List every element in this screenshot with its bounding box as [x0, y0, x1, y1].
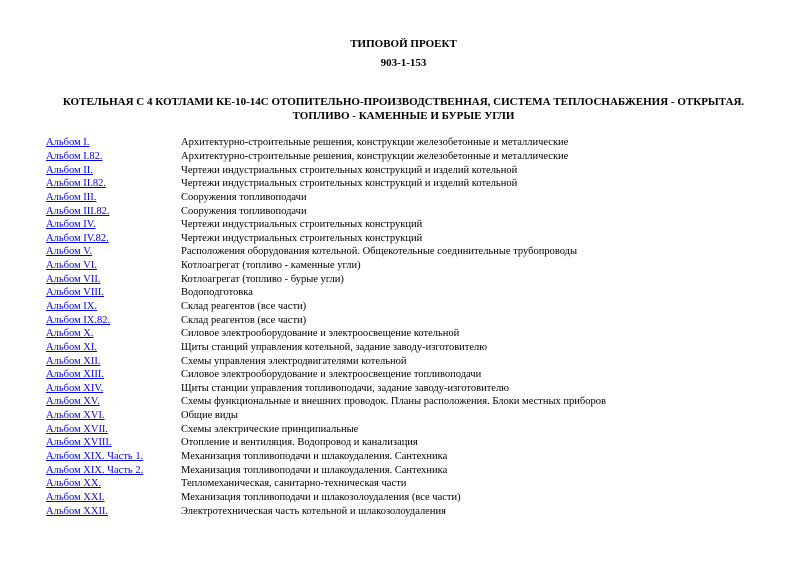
- album-description: Силовое электрооборудование и электроосвещение котельной: [181, 328, 460, 340]
- album-link[interactable]: Альбом III.: [46, 191, 97, 203]
- project-title-line2: ТОПЛИВО - КАМЕННЫЕ И БУРЫЕ УГЛИ: [292, 110, 515, 122]
- album-link[interactable]: Альбом VI.: [46, 260, 97, 272]
- album-description: Архитектурно-строительные решения, конструкции железобетонные и металлические: [181, 137, 569, 149]
- album-link[interactable]: Альбом XIV.: [46, 382, 104, 394]
- album-row: [46, 422, 786, 436]
- album-link[interactable]: Альбом XV.: [46, 396, 100, 408]
- album-link[interactable]: Альбом IX.: [46, 301, 97, 312]
- album-description: Щиты станций управления котельной, задание заводу-изготовителю: [181, 341, 488, 353]
- album-link[interactable]: Альбом XXI.: [46, 491, 105, 503]
- album-description: Чертежи индустриальных строительных конструкций: [181, 219, 423, 231]
- album-description: Общие виды: [181, 410, 238, 422]
- album-link[interactable]: Альбом IV.: [46, 219, 96, 231]
- album-description: Чертежи индустриальных строительных конструкций и изделий котельной: [181, 164, 518, 176]
- album-list: [46, 136, 786, 518]
- album-row: [46, 136, 786, 150]
- album-description: Схемы управления электродвигателями котельной: [181, 355, 407, 367]
- album-link[interactable]: Альбом V.: [46, 246, 93, 258]
- album-row: [46, 354, 786, 368]
- album-link[interactable]: Альбом X.: [46, 328, 94, 340]
- album-description: Склад реагентов (все части): [181, 314, 307, 326]
- album-description: Силовое электрооборудование и электроосвещение топливоподачи: [181, 369, 482, 381]
- album-link[interactable]: Альбом I.: [46, 137, 90, 149]
- album-description: Схемы электрические принципиальные: [181, 423, 359, 435]
- album-link[interactable]: Альбом II.: [46, 164, 93, 176]
- album-description: Сооружения топливоподачи: [181, 205, 307, 217]
- album-link[interactable]: Альбом VII.: [46, 273, 101, 285]
- album-row: [46, 245, 786, 259]
- album-description: Склад реагентов (все части): [181, 301, 307, 312]
- album-description: Архитектурно-строительные решения, конструкции железобетонные и металлические: [181, 150, 569, 162]
- album-row: [46, 313, 786, 327]
- project-title-line1: КОТЕЛЬНАЯ С 4 КОТЛАМИ КЕ-10-14С ОТОПИТЕЛЬНО-ПРОИЗВОДСТВЕННАЯ, СИСТЕМА ТЕПЛОСНАБЖЕНИЯ - ОТКРЫТАЯ.: [62, 96, 745, 108]
- album-link[interactable]: Альбом IV.82.: [46, 232, 109, 244]
- album-row: [46, 409, 786, 423]
- album-row: [46, 231, 786, 245]
- album-row: [46, 218, 786, 232]
- album-row: [46, 191, 786, 205]
- album-row: [46, 150, 786, 164]
- album-link[interactable]: Альбом XVII.: [46, 423, 109, 435]
- album-link[interactable]: Альбом II.82.: [46, 178, 107, 190]
- album-row: [46, 450, 786, 464]
- project-number-heading: 903-1-153: [380, 57, 427, 69]
- album-row: [46, 382, 786, 396]
- album-link[interactable]: Альбом XIX. Часть 2.: [46, 464, 144, 476]
- album-row: [46, 286, 786, 300]
- album-link[interactable]: Альбом III.82.: [46, 205, 110, 217]
- album-description: Водоподготовка: [181, 287, 253, 299]
- album-description: Щиты станции управления топливоподачи, задание заводу-изготовителю: [181, 382, 510, 394]
- album-link[interactable]: Альбом XVIII.: [46, 437, 112, 449]
- album-description: Тепломеханическая, санитарно-техническая части: [181, 478, 407, 490]
- album-link[interactable]: Альбом XII.: [46, 355, 101, 367]
- album-row: [46, 463, 786, 477]
- album-row: [46, 163, 786, 177]
- album-row: [46, 368, 786, 382]
- album-description: Чертежи индустриальных строительных конструкций: [181, 232, 423, 244]
- album-row: [46, 204, 786, 218]
- album-row: [46, 341, 786, 355]
- album-description: Расположения оборудования котельной. Общекотельные соединительные трубопроводы: [181, 246, 578, 258]
- album-description: Электротехническая часть котельной и шлакозолоудаления: [181, 505, 446, 517]
- album-row: [46, 259, 786, 273]
- album-link[interactable]: Альбом VIII.: [46, 287, 104, 299]
- album-link[interactable]: Альбом XI.: [46, 341, 97, 353]
- album-row: [46, 504, 786, 518]
- album-row: [46, 300, 786, 314]
- album-description: Котлоагрегат (топливо - бурые угли): [181, 273, 344, 285]
- album-row: [46, 491, 786, 505]
- album-link[interactable]: Альбом XXII.: [46, 505, 109, 517]
- album-row: [46, 395, 786, 409]
- album-row: [46, 177, 786, 191]
- album-link[interactable]: Альбом IX.82.: [46, 314, 111, 326]
- album-description: Сооружения топливоподачи: [181, 191, 307, 203]
- project-type-heading: ТИПОВОЙ ПРОЕКТ: [350, 38, 457, 50]
- album-row: [46, 436, 786, 450]
- album-row: [46, 477, 786, 491]
- album-description: Механизация топливоподачи и шлакоудаления. Сантехника: [181, 464, 448, 476]
- album-description: Схемы функциональные и внешних проводок. Планы расположения. Блоки местных приборов: [181, 396, 606, 408]
- album-link[interactable]: Альбом I.82.: [46, 150, 103, 162]
- album-link[interactable]: Альбом XIII.: [46, 369, 104, 381]
- album-row: [46, 272, 786, 286]
- album-description: Чертежи индустриальных строительных конструкций и изделий котельной: [181, 178, 518, 190]
- album-description: Отопление и вентиляция. Водопровод и канализация: [181, 437, 418, 449]
- album-link[interactable]: Альбом XX.: [46, 478, 102, 490]
- album-link[interactable]: Альбом XVI.: [46, 410, 105, 422]
- album-link[interactable]: Альбом XIX. Часть 1.: [46, 451, 144, 463]
- album-row: [46, 327, 786, 341]
- album-description: Механизация топливоподачи и шлакоудаления. Сантехника: [181, 451, 448, 463]
- album-description: Котлоагрегат (топливо - каменные угли): [181, 260, 361, 272]
- album-description: Механизация топливоподачи и шлакозолоудаления (все части): [181, 491, 461, 503]
